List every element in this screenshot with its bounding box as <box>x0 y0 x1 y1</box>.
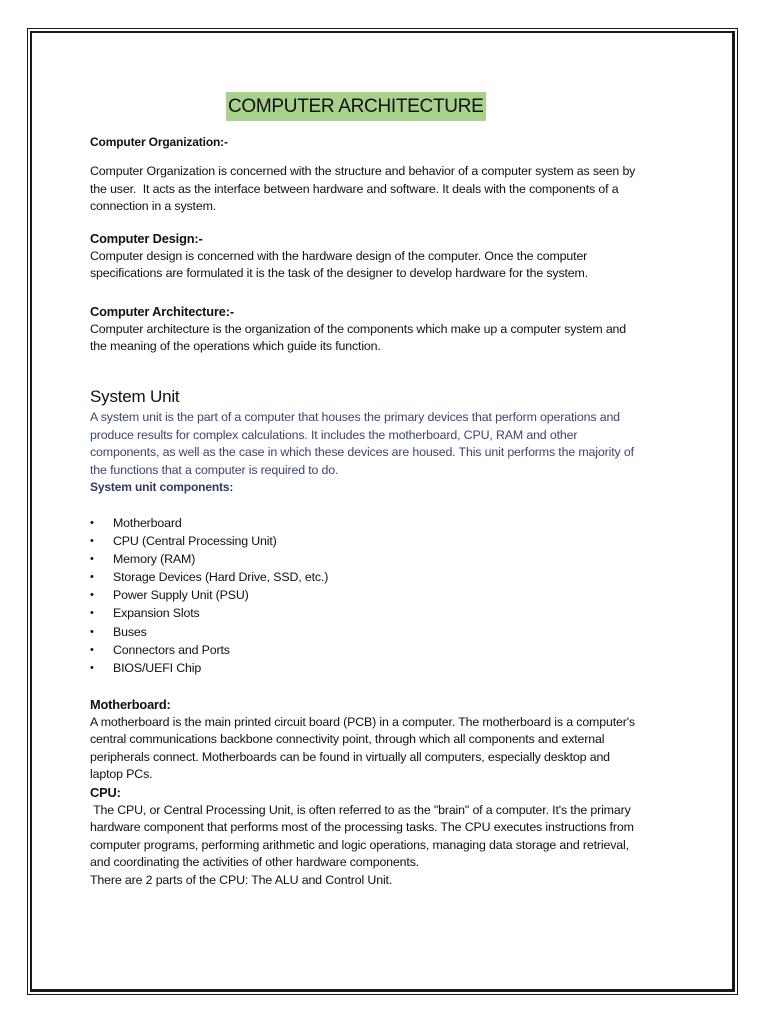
organization-heading: Computer Organization:- <box>90 135 228 149</box>
motherboard-line: laptop PCs. <box>90 767 153 782</box>
section-architecture <box>90 303 680 356</box>
motherboard-line: peripherals connect. Motherboards can be found in virtually all computers, especially desktop and <box>90 749 610 764</box>
cpu-line: and coordinating the activities of other hardware components. <box>90 855 420 870</box>
system-unit-heading: System Unit <box>90 387 180 406</box>
cpu-heading: CPU: <box>90 784 121 800</box>
list-item <box>90 568 680 586</box>
list-item-label: CPU (Central Processing Unit) <box>113 534 277 549</box>
cpu-line: The CPU, or Central Processing Unit, is often referred to as the "brain" of a computer. It's the primary <box>90 802 631 817</box>
system-unit-line: A system unit is the part of a computer that houses the primary devices that perform operations and <box>90 410 620 424</box>
bullet-icon: • <box>90 625 94 638</box>
architecture-line: Computer architecture is the organization of the components which make up a computer system and <box>90 321 627 336</box>
list-item <box>90 604 680 622</box>
bullet-icon: • <box>90 661 94 674</box>
architecture-heading: Computer Architecture:- <box>90 304 234 319</box>
system-unit-line: the functions that a computer is required to do. <box>90 462 339 477</box>
cpu-line: hardware component that performs most of the processing tasks. The CPU executes instructions from <box>90 820 634 835</box>
bullet-icon: • <box>90 607 94 620</box>
bullet-icon: • <box>90 535 94 548</box>
bullet-icon: • <box>90 589 94 602</box>
document-title: COMPUTER ARCHITECTURE <box>226 92 486 121</box>
organization-body <box>90 163 680 216</box>
motherboard-line: A motherboard is the main printed circuit board (PCB) in a computer. The motherboard is a computer's <box>90 714 635 729</box>
section-organization <box>90 134 680 152</box>
list-item <box>90 659 680 677</box>
list-item <box>90 641 680 659</box>
system-unit-line: components, as well as the case in which these devices are housed. This unit performs the majority of <box>90 445 634 460</box>
architecture-line: the meaning of the operations which guide its function. <box>90 339 381 354</box>
section-design <box>90 230 680 283</box>
section-motherboard <box>90 696 680 890</box>
organization-line: Computer Organization is concerned with the structure and behavior of a computer system as seen by <box>90 164 636 178</box>
motherboard-heading: Motherboard: <box>90 697 171 712</box>
cpu-line: There are 2 parts of the CPU: The ALU and Control Unit. <box>90 872 393 887</box>
bullet-icon: • <box>90 571 94 584</box>
list-item <box>90 623 680 641</box>
motherboard-line: central communications backbone connectivity point, through which all components and external <box>90 732 605 747</box>
list-item-label: Buses <box>113 624 147 639</box>
section-system-unit <box>90 409 680 497</box>
bullet-icon: • <box>90 553 94 566</box>
list-item-label: Connectors and Ports <box>113 642 230 657</box>
list-item-label: BIOS/UEFI Chip <box>113 660 202 675</box>
design-line: specifications are formulated it is the task of the designer to develop hardware for the system. <box>90 266 589 281</box>
list-item-label: Expansion Slots <box>113 606 200 621</box>
bullet-icon: • <box>90 643 94 656</box>
list-item-label: Memory (RAM) <box>113 552 196 567</box>
components-list-wrapper <box>90 514 680 677</box>
system-unit-line: produce results for complex calculations. It includes the motherboard, CPU, RAM and other <box>90 427 578 442</box>
bullet-icon: • <box>90 517 94 529</box>
list-item <box>90 514 680 532</box>
list-item <box>90 550 680 568</box>
list-item-label: Motherboard <box>113 516 182 530</box>
design-heading: Computer Design:- <box>90 231 203 246</box>
components-heading: System unit components: <box>90 480 234 495</box>
list-item <box>90 586 680 604</box>
components-list <box>90 514 680 677</box>
organization-line: the user. It acts as the interface between hardware and software. It deals with the components of a <box>90 181 619 196</box>
organization-line: connection in a system. <box>90 199 217 214</box>
list-item-label: Power Supply Unit (PSU) <box>113 588 249 603</box>
design-line: Computer design is concerned with the hardware design of the computer. Once the computer <box>90 248 588 263</box>
title-wrapper <box>226 92 486 121</box>
list-item <box>90 532 680 550</box>
list-item-label: Storage Devices (Hard Drive, SSD, etc.) <box>113 570 329 585</box>
cpu-line: computer programs, performing arithmetic and logic operations, managing data storage and retrieval, <box>90 837 629 852</box>
